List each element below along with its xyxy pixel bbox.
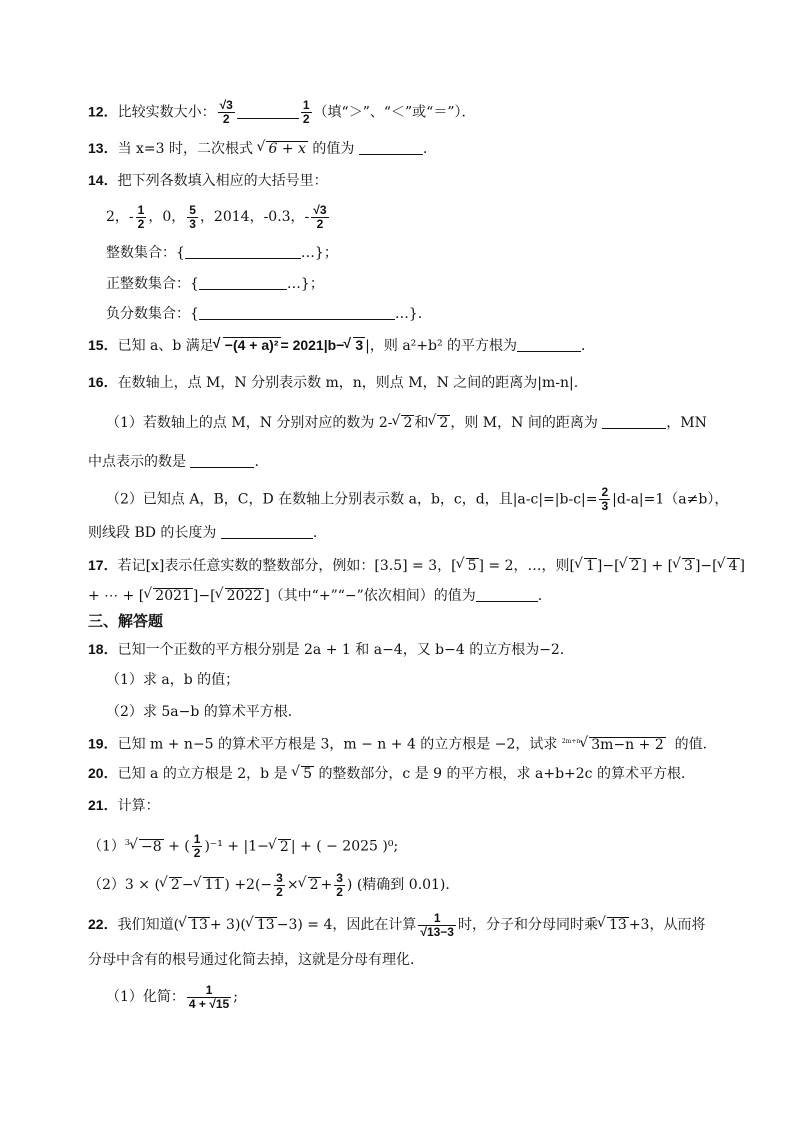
- answer-blank[interactable]: [237, 104, 299, 119]
- question-21-part-2: （2）3 × (√ 2 −√ 11 ) +2(− $\frac{3}{2}$ ×√ 2 + $\frac{3}{2}$ ) (精确到 0.01).: [88, 868, 450, 902]
- question-22: 22．我们知道(√ 13 + 3)(√ 13 −3) = 4，因此在计算 $\frac{1}{√13-3}$ 时，分子和分母同时乘√ 13 +3，从而将: [88, 907, 705, 942]
- radical: √ 6 + x: [266, 141, 307, 157]
- answer-blank[interactable]: [517, 337, 581, 352]
- question-16-part-1: （1）若数轴上的点 M，N 分别对应的数为 2-√ 2 和√ 2 ，则 M，N 间的距离为 ，MN: [106, 413, 707, 433]
- fraction: $\frac{1}{2}$: [302, 98, 310, 126]
- negative-fraction-set: 负分数集合：{ …}．: [106, 306, 432, 322]
- answer-blank[interactable]: [185, 244, 301, 259]
- question-18-part-2: （2）求 5a−b 的算术平方根．: [106, 704, 302, 720]
- question-17-cont: + ⋯ + [√ 2021 ]−[√ 2022 ]（其中“+”“−”依次相间）的值为 ．: [88, 586, 552, 606]
- answer-blank[interactable]: [190, 453, 254, 468]
- question-20: 20．已知 a 的立方根是 2，b 是 √ 5 的整数部分，c 是 9 的平方根，求 a+b+2c 的算术平方根．: [88, 763, 695, 784]
- question-18: 18．已知一个正数的平方根分别是 2a + 1 和 a−4，又 b−4 的立方根为−2．: [88, 641, 574, 658]
- answer-blank[interactable]: [221, 524, 313, 539]
- question-18-part-1: （1）求 a，b 的值；: [106, 672, 240, 688]
- answer-blank[interactable]: [359, 140, 423, 155]
- question-21-part-1: $(1)^3√ -8$ + ( $\frac{1}{2}$ )⁻¹ + |1−√ 2 | + ( − 2025 )⁰;: [88, 826, 398, 864]
- question-17: 17．若记[x]表示任意实数的整数部分，例如：[3.5] = 3，[√ 5 ] = 2，…，则[√ 1 ]−[√ 2 ] + [√ 3 ]−[√ 4 ]: [88, 555, 745, 576]
- answer-blank[interactable]: [476, 587, 538, 602]
- question-16-part-2-cont: 则线段 BD 的长度为 .: [88, 525, 318, 541]
- question-16-part-2: （2）已知点 A，B，C，D 在数轴上分别表示数 a，b，c，d，且|a-c|=|b-c|= $\frac{2}{3}$ |d-a|=1（a≠b），: [106, 485, 729, 513]
- question-number: 12．: [88, 103, 118, 120]
- question-13: 13．当 x=3 时，二次根式 √ 6 + x 的值为 .: [88, 138, 427, 159]
- answer-blank[interactable]: [199, 275, 287, 290]
- fraction: $\frac{√3}{2}$: [219, 98, 233, 126]
- positive-integer-set: 正整数集合：{ …}；: [106, 276, 324, 292]
- question-12: 12．比较实数大小： $\frac{√3}{2}$ $\frac{1}{2}$ （填“＞”、“＜”或“＝”）．: [88, 98, 476, 126]
- question-16-part-1-cont: 中点表示的数是 .: [88, 454, 259, 470]
- question-15: 15．已知 a、b 满足√ −(4 + a)² = 2021|b−√ 3 |，则 a²+b² 的平方根为 ．: [88, 335, 595, 356]
- section-heading: 三、解答题: [88, 613, 164, 630]
- question-22-cont: 分母中含有的根号通过化简去掉，这就是分母有理化．: [88, 952, 424, 968]
- question-19: 19．已知 m + n−5 的算术平方根是 3，m − n + 4 的立方根是 −2，试求 $^{2m+n}$√ 3m−n + 2 的值.: [88, 732, 707, 755]
- question-16: 16．在数轴上，点 M，N 分别表示数 m，n，则点 M，N 之间的距离为|m-n|.: [88, 374, 579, 391]
- question-21: 21．计算：: [88, 797, 160, 814]
- answer-blank[interactable]: [602, 414, 666, 429]
- question-22-part-1: （1）化简： $\frac{1}{4 + √15}$ ;: [106, 982, 238, 1011]
- number-list: 2，- $\frac{1}{2}$ ，0， $\frac{5}{3}$ ，2014，-0.3，- $\frac{√3}{2}$: [106, 202, 327, 231]
- integer-set: 整数集合：{ …}；: [106, 245, 338, 261]
- answer-blank[interactable]: [199, 305, 395, 320]
- question-14: 14．把下列各数填入相应的大括号里：: [88, 172, 328, 189]
